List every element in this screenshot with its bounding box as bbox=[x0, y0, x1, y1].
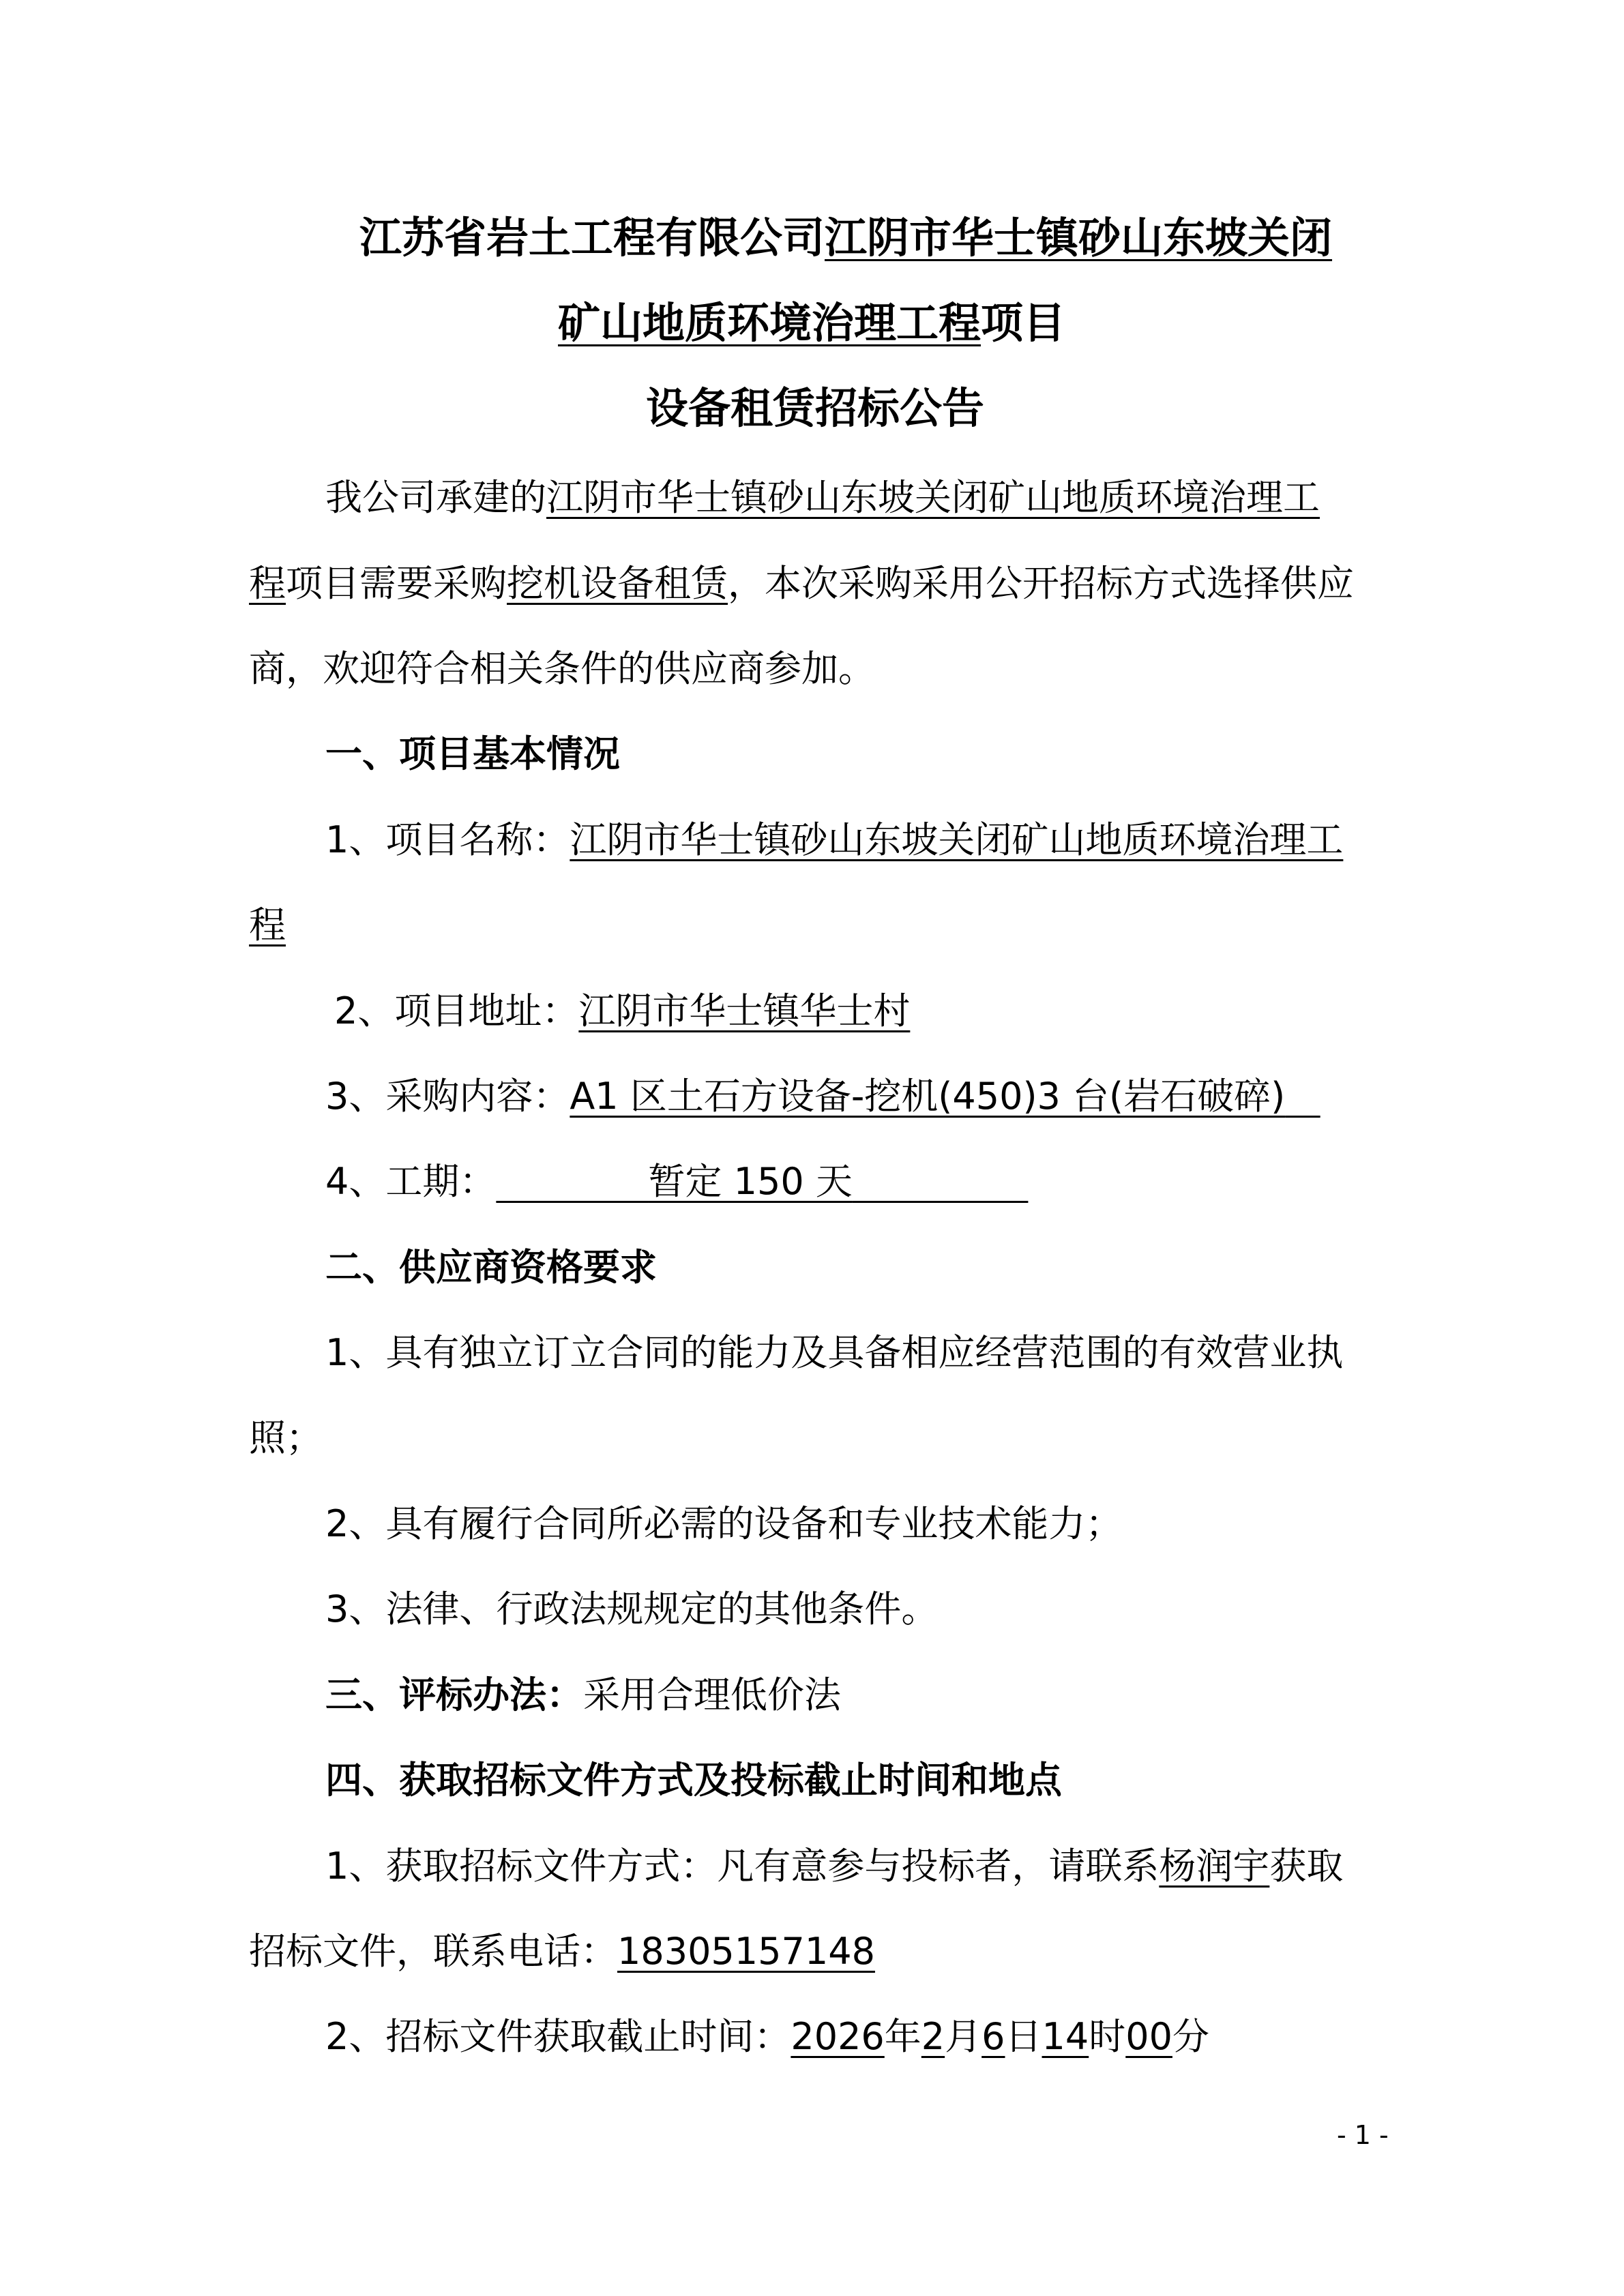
deadline-year-unit: 年 bbox=[884, 2015, 921, 2058]
deadline-minute: 00 bbox=[1125, 2015, 1172, 2058]
section-4-heading: 四、获取招标文件方式及投标截止时间和地点 bbox=[325, 1759, 1062, 1802]
intro-text: ，本次采购采用公开招标方式选择供应 bbox=[728, 562, 1354, 605]
obtain-method-text: 1、获取招标文件方式：凡有意参与投标者，请联系 bbox=[325, 1845, 1160, 1888]
obtain-method-row bbox=[325, 1845, 1344, 1888]
procurement-content-row bbox=[325, 1075, 1320, 1118]
intro-text: 项目需要采购 bbox=[286, 562, 507, 605]
duration-label: 4、工期： bbox=[325, 1160, 497, 1203]
project-name-value: 江阴市华士镇砂山东坡关闭矿山地质环境治理工 bbox=[570, 818, 1344, 861]
deadline-day: 6 bbox=[981, 2015, 1005, 2058]
project-address-label: 2、项目地址： bbox=[334, 989, 579, 1032]
deadline-label: 2、招标文件获取截止时间： bbox=[325, 2015, 791, 2058]
duration-value bbox=[496, 1160, 1028, 1203]
contact-phone-row bbox=[249, 1930, 875, 1973]
title-company: 江苏省岩土工程有限公司 bbox=[359, 213, 825, 263]
section-2-heading: 二、供应商资格要求 bbox=[325, 1246, 657, 1289]
project-address-row bbox=[334, 989, 911, 1032]
requirement-2: 2、具有履行合同所必需的设备和专业技术能力； bbox=[325, 1502, 1123, 1545]
deadline-row bbox=[325, 2015, 1209, 2058]
duration-row bbox=[325, 1160, 1028, 1203]
intro-line-2 bbox=[249, 562, 1354, 605]
project-address-value: 江阴市华士镇华士村 bbox=[578, 989, 911, 1032]
procurement-content-text: A1 区土石方设备-挖机(450)3 台(岩石破碎) bbox=[570, 1075, 1286, 1118]
intro-text: 我公司承建的 bbox=[325, 476, 546, 519]
project-name-row bbox=[325, 818, 1344, 861]
contact-phone-number: 18305157148 bbox=[617, 1930, 875, 1973]
obtain-method-text-end: 获取 bbox=[1269, 1845, 1344, 1888]
project-name-row-cont bbox=[249, 904, 286, 946]
deadline-hour-unit: 时 bbox=[1089, 2015, 1126, 2058]
title-suffix: 项目 bbox=[981, 298, 1066, 348]
requirement-1-cont: 照； bbox=[249, 1416, 323, 1459]
deadline-day-unit: 日 bbox=[1005, 2015, 1042, 2058]
deadline-hour: 14 bbox=[1042, 2015, 1089, 2058]
section-1-heading: 一、项目基本情况 bbox=[325, 732, 620, 775]
title-line-3: 设备租赁招标公告 bbox=[646, 383, 985, 433]
page-number: - 1 - bbox=[1337, 2120, 1389, 2150]
procurement-content-value bbox=[570, 1075, 1320, 1118]
duration-text: 暂定 150 天 bbox=[648, 1160, 853, 1203]
intro-line-1 bbox=[325, 476, 1320, 519]
contact-person: 杨润宇 bbox=[1159, 1845, 1270, 1888]
contact-phone-label: 招标文件，联系电话： bbox=[249, 1930, 617, 1973]
requirement-3: 3、法律、行政法规规定的其他条件。 bbox=[325, 1587, 939, 1630]
evaluation-method: 采用合理低价法 bbox=[583, 1673, 841, 1716]
procurement-content-label: 3、采购内容： bbox=[325, 1075, 570, 1118]
intro-project-name-end: 程 bbox=[249, 562, 286, 605]
section-3-row bbox=[325, 1673, 841, 1716]
title-line-2 bbox=[558, 298, 1066, 348]
requirement-1: 1、具有独立订立合同的能力及具备相应经营范围的有效营业执 bbox=[325, 1331, 1344, 1374]
deadline-month: 2 bbox=[921, 2015, 945, 2058]
deadline-minute-unit: 分 bbox=[1172, 2015, 1209, 2058]
deadline-year: 2026 bbox=[791, 2015, 885, 2058]
title-project-part-2: 矿山地质环境治理工程 bbox=[558, 298, 981, 348]
section-3-heading: 三、评标办法： bbox=[325, 1673, 583, 1716]
title-line-1 bbox=[359, 213, 1333, 263]
project-name-value-end: 程 bbox=[249, 904, 286, 946]
intro-line-3: 商，欢迎符合相关条件的供应商参加。 bbox=[249, 647, 875, 690]
intro-procurement-item: 挖机设备租赁 bbox=[507, 562, 728, 605]
intro-project-name: 江阴市华士镇砂山东坡关闭矿山地质环境治理工 bbox=[546, 476, 1320, 519]
project-name-label: 1、项目名称： bbox=[325, 818, 570, 861]
deadline-month-unit: 月 bbox=[945, 2015, 982, 2058]
title-project-part-1: 江阴市华士镇砂山东坡关闭 bbox=[825, 213, 1333, 263]
